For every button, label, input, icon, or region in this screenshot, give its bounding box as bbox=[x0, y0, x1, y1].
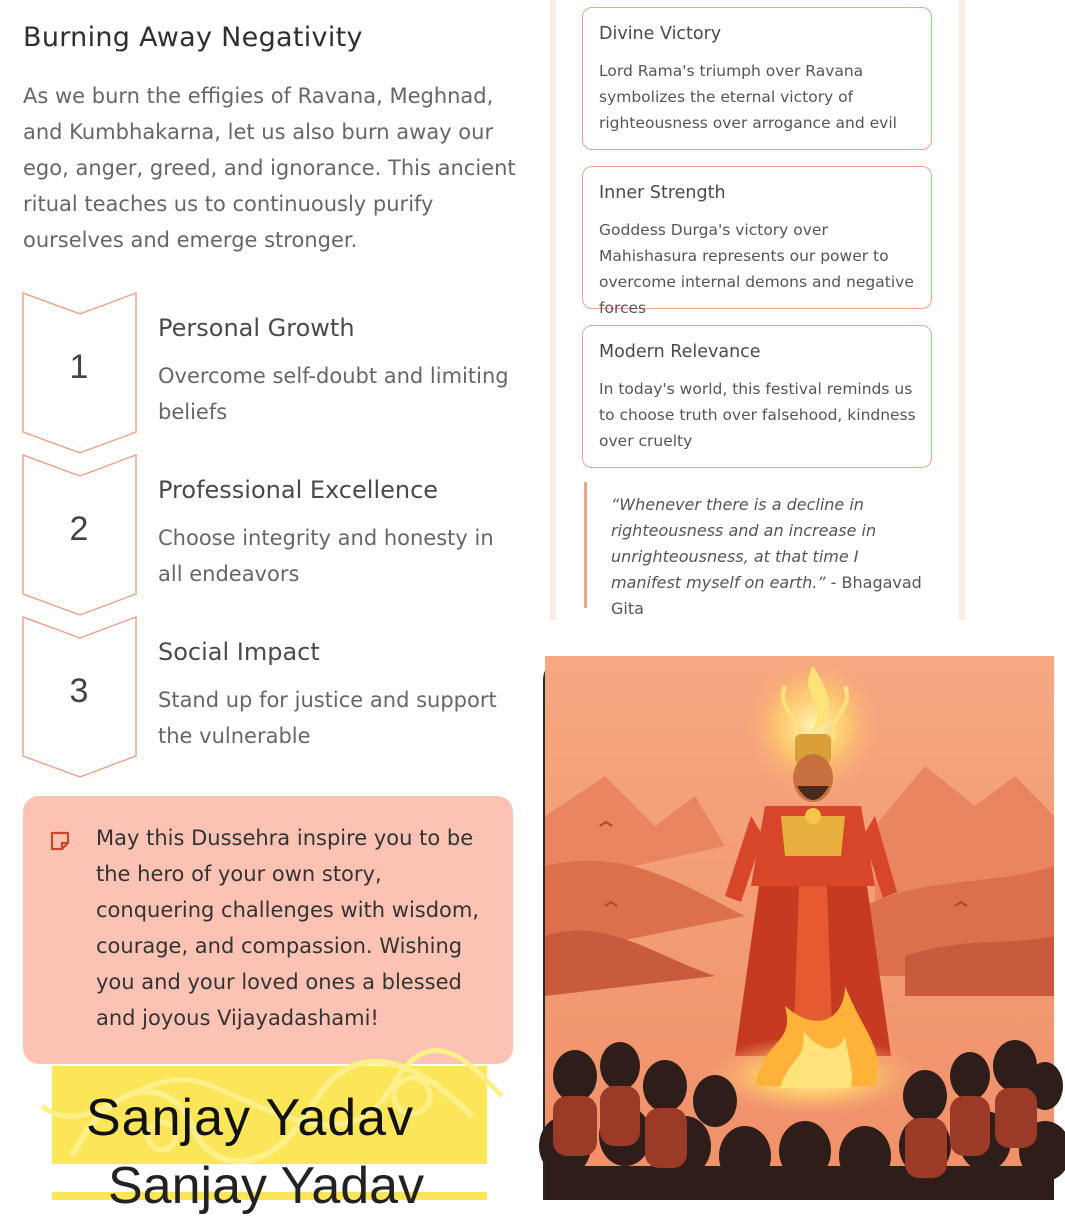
dussehra-illustration bbox=[543, 656, 1052, 1200]
card-inner-strength bbox=[582, 166, 932, 317]
quote-block bbox=[584, 482, 934, 618]
quote-source: - Bhagavad Gita bbox=[611, 573, 922, 618]
name-banner bbox=[52, 1066, 487, 1164]
step-description: Choose integrity and honesty in all endeavors bbox=[158, 526, 494, 586]
signature-name: Sanjay Yadav bbox=[86, 1089, 415, 1147]
name-banner-echo bbox=[52, 1157, 487, 1215]
step-description: Stand up for justice and support the vulnerable bbox=[158, 688, 497, 748]
step-social-impact bbox=[22, 616, 522, 778]
card-description: Lord Rama's triumph over Ravana symbolizes the eternal victory of righteousness over arrogance and evil bbox=[599, 62, 897, 132]
step-professional-excellence bbox=[22, 454, 522, 616]
quote-body: “Whenever there is a decline in righteousness and an increase in unrighteousness, at that time I manifest myself on earth.” bbox=[611, 495, 877, 592]
card-description: Goddess Durga's victory over Mahishasura represents our power to overcome internal demons and negative forces bbox=[599, 221, 914, 317]
section-title: Burning Away Negativity bbox=[23, 22, 363, 53]
ravana-effigy-illustration bbox=[545, 656, 1054, 1200]
step-title: Social Impact bbox=[158, 638, 320, 666]
wish-card bbox=[23, 796, 513, 1064]
intro-paragraph: As we burn the effigies of Ravana, Meghnad, and Kumbhakarna, let us also burn away our ego, anger, greed, and ignorance. This ancient ritual teaches us to continuously purify ourselves and emerge stronger. bbox=[23, 84, 516, 252]
step-number: 2 bbox=[69, 510, 89, 548]
step-number: 3 bbox=[69, 672, 89, 710]
card-title: Inner Strength bbox=[599, 183, 726, 203]
step-title: Personal Growth bbox=[158, 314, 355, 342]
card-title: Modern Relevance bbox=[599, 342, 761, 362]
signature-name-echo: Sanjay Yadav bbox=[108, 1157, 425, 1215]
quote-text bbox=[611, 492, 931, 622]
step-description: Overcome self-doubt and limiting beliefs bbox=[158, 364, 509, 424]
wish-message: May this Dussehra inspire you to be the hero of your own story, conquering challenges with wisdom, courage, and compassion. Wishing you and your loved ones a blessed and joyous Vijayadashami! bbox=[96, 826, 480, 1030]
right-panel bbox=[550, 0, 965, 620]
card-divine-victory bbox=[582, 7, 932, 150]
card-title: Divine Victory bbox=[599, 24, 722, 44]
step-number: 1 bbox=[69, 348, 89, 386]
card-modern-relevance bbox=[582, 325, 932, 468]
step-title: Professional Excellence bbox=[158, 476, 439, 504]
step-personal-growth bbox=[22, 292, 522, 454]
card-description: In today's world, this festival reminds us to choose truth over falsehood, kindness over cruelty bbox=[599, 380, 916, 450]
sticky-note-icon bbox=[49, 830, 71, 852]
